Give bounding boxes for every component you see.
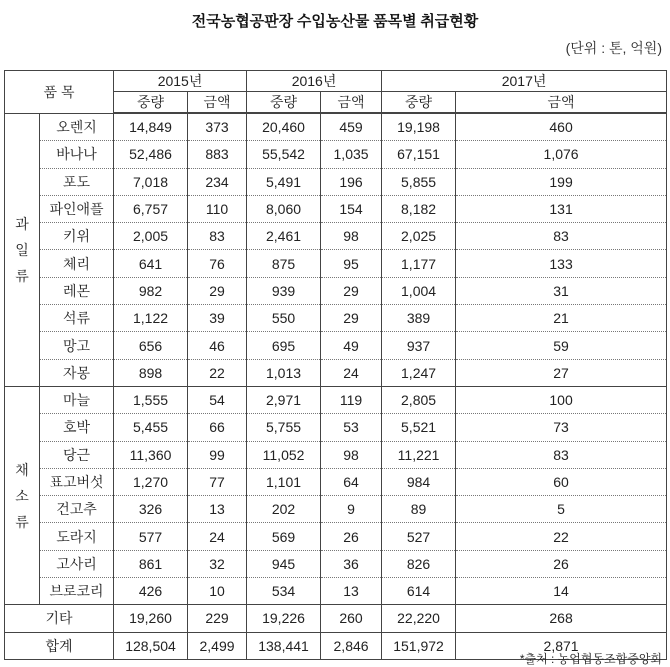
weight-cell: 11,360 [114,441,188,468]
amount-cell: 1,035 [321,141,382,168]
amount-cell: 99 [188,441,247,468]
weight-cell: 326 [114,496,188,523]
table-row [5,113,667,141]
amount-cell: 14 [456,578,667,605]
document-title: 전국농협공판장 수입농산물 품목별 취급현황 [191,14,479,30]
weight-cell: 19,198 [382,113,456,141]
amount-cell: 260 [321,605,382,632]
amount-cell: 10 [188,578,247,605]
item-name: 표고버섯 [40,468,114,495]
amount-cell: 883 [188,141,247,168]
amount-cell: 22 [456,523,667,550]
item-name: 레몬 [40,277,114,304]
amount-cell: 83 [456,223,667,250]
weight-cell: 861 [114,550,188,577]
weight-cell: 984 [382,468,456,495]
weight-cell: 1,101 [247,468,321,495]
qty-header: 중량 [382,92,456,114]
weight-cell: 569 [247,523,321,550]
item-name: 호박 [40,414,114,441]
amount-cell: 76 [188,250,247,277]
amount-cell: 5 [456,496,667,523]
weight-cell: 2,805 [382,386,456,413]
table-row [5,550,667,577]
table-row [5,468,667,495]
weight-cell: 20,460 [247,113,321,141]
total-label: 합계 [5,632,114,659]
amount-cell: 36 [321,550,382,577]
amt-header: 금액 [188,92,247,114]
weight-cell: 945 [247,550,321,577]
amount-cell: 27 [456,359,667,386]
weight-cell: 202 [247,496,321,523]
weight-cell: 5,855 [382,168,456,195]
amount-cell: 29 [321,277,382,304]
import-produce-table [4,70,667,660]
weight-cell: 19,260 [114,605,188,632]
others-row [5,605,667,632]
item-name: 마늘 [40,386,114,413]
amount-cell: 83 [456,441,667,468]
weight-cell: 1,177 [382,250,456,277]
weight-cell: 8,060 [247,195,321,222]
weight-cell: 1,247 [382,359,456,386]
qty-header: 중량 [114,92,188,114]
weight-cell: 1,122 [114,305,188,332]
amount-cell: 46 [188,332,247,359]
item-name: 체리 [40,250,114,277]
amount-cell: 2,499 [188,632,247,659]
table-row [5,250,667,277]
weight-cell: 1,555 [114,386,188,413]
table-row [5,523,667,550]
weight-cell: 695 [247,332,321,359]
amount-cell: 234 [188,168,247,195]
table-row [5,386,667,413]
item-name: 키위 [40,223,114,250]
weight-cell: 1,270 [114,468,188,495]
item-header: 품 목 [5,71,114,114]
weight-cell: 138,441 [247,632,321,659]
weight-cell: 22,220 [382,605,456,632]
weight-cell: 6,757 [114,195,188,222]
amount-cell: 2,846 [321,632,382,659]
qty-header: 중량 [247,92,321,114]
table-row [5,277,667,304]
amount-cell: 229 [188,605,247,632]
item-name: 브로코리 [40,578,114,605]
item-name: 고사리 [40,550,114,577]
weight-cell: 8,182 [382,195,456,222]
weight-cell: 939 [247,277,321,304]
amount-cell: 199 [456,168,667,195]
amount-cell: 77 [188,468,247,495]
item-name: 도라지 [40,523,114,550]
unit-note: (단위 : 톤, 억원) [565,40,662,56]
amount-cell: 22 [188,359,247,386]
table-row [5,414,667,441]
table-row [5,305,667,332]
amount-cell: 110 [188,195,247,222]
weight-cell: 11,052 [247,441,321,468]
category-char: 일 [15,241,29,258]
weight-cell: 641 [114,250,188,277]
amount-cell: 24 [188,523,247,550]
weight-cell: 67,151 [382,141,456,168]
amount-cell: 460 [456,113,667,141]
table-row [5,223,667,250]
category-char: 채 [15,461,29,478]
amount-cell: 196 [321,168,382,195]
category-char: 소 [15,487,29,504]
amount-cell: 98 [321,223,382,250]
item-name: 포도 [40,168,114,195]
amount-cell: 2,871 [456,632,667,659]
category-label [5,113,40,386]
weight-cell: 534 [247,578,321,605]
weight-cell: 656 [114,332,188,359]
others-label: 기타 [5,605,114,632]
amount-cell: 49 [321,332,382,359]
weight-cell: 2,461 [247,223,321,250]
amount-cell: 26 [321,523,382,550]
amount-cell: 21 [456,305,667,332]
amount-cell: 100 [456,386,667,413]
table-row [5,578,667,605]
item-name: 망고 [40,332,114,359]
weight-cell: 1,013 [247,359,321,386]
amount-cell: 9 [321,496,382,523]
weight-cell: 128,504 [114,632,188,659]
weight-cell: 2,971 [247,386,321,413]
item-name: 당근 [40,441,114,468]
category-char: 류 [15,513,29,530]
amount-cell: 13 [321,578,382,605]
amount-cell: 29 [188,277,247,304]
amount-cell: 53 [321,414,382,441]
weight-cell: 577 [114,523,188,550]
weight-cell: 937 [382,332,456,359]
weight-cell: 7,018 [114,168,188,195]
item-name: 오렌지 [40,113,114,141]
weight-cell: 426 [114,578,188,605]
source-note: *출처 : 농업협동조합중앙회 [519,652,662,666]
weight-cell: 826 [382,550,456,577]
amount-cell: 59 [456,332,667,359]
weight-cell: 898 [114,359,188,386]
table-row [5,168,667,195]
amount-cell: 83 [188,223,247,250]
item-name: 석류 [40,305,114,332]
amount-cell: 29 [321,305,382,332]
weight-cell: 52,486 [114,141,188,168]
weight-cell: 151,972 [382,632,456,659]
weight-cell: 875 [247,250,321,277]
amount-cell: 459 [321,113,382,141]
category-label [5,386,40,604]
table-row [5,359,667,386]
amount-cell: 31 [456,277,667,304]
table-row [5,496,667,523]
amount-cell: 54 [188,386,247,413]
weight-cell: 19,226 [247,605,321,632]
amt-header: 금액 [456,92,667,114]
amount-cell: 95 [321,250,382,277]
weight-cell: 982 [114,277,188,304]
weight-cell: 1,004 [382,277,456,304]
weight-cell: 5,755 [247,414,321,441]
weight-cell: 614 [382,578,456,605]
table-row [5,441,667,468]
amount-cell: 133 [456,250,667,277]
amount-cell: 154 [321,195,382,222]
weight-cell: 55,542 [247,141,321,168]
weight-cell: 2,005 [114,223,188,250]
year-header: 2016년 [247,71,382,92]
amount-cell: 13 [188,496,247,523]
amount-cell: 268 [456,605,667,632]
item-name: 건고추 [40,496,114,523]
amount-cell: 373 [188,113,247,141]
table-row [5,195,667,222]
weight-cell: 5,521 [382,414,456,441]
item-name: 바나나 [40,141,114,168]
item-name: 파인애플 [40,195,114,222]
weight-cell: 5,491 [247,168,321,195]
amount-cell: 39 [188,305,247,332]
amount-cell: 1,076 [456,141,667,168]
year-header: 2017년 [382,71,667,92]
weight-cell: 527 [382,523,456,550]
item-name: 자몽 [40,359,114,386]
weight-cell: 14,849 [114,113,188,141]
weight-cell: 89 [382,496,456,523]
amount-cell: 98 [321,441,382,468]
amount-cell: 64 [321,468,382,495]
amount-cell: 32 [188,550,247,577]
table-row [5,332,667,359]
weight-cell: 5,455 [114,414,188,441]
category-char: 과 [15,215,29,232]
amount-cell: 26 [456,550,667,577]
weight-cell: 550 [247,305,321,332]
amount-cell: 119 [321,386,382,413]
amt-header: 금액 [321,92,382,114]
amount-cell: 66 [188,414,247,441]
year-header: 2015년 [114,71,247,92]
weight-cell: 2,025 [382,223,456,250]
category-char: 류 [15,267,29,284]
weight-cell: 389 [382,305,456,332]
amount-cell: 131 [456,195,667,222]
weight-cell: 11,221 [382,441,456,468]
amount-cell: 73 [456,414,667,441]
amount-cell: 24 [321,359,382,386]
table-row [5,141,667,168]
amount-cell: 60 [456,468,667,495]
